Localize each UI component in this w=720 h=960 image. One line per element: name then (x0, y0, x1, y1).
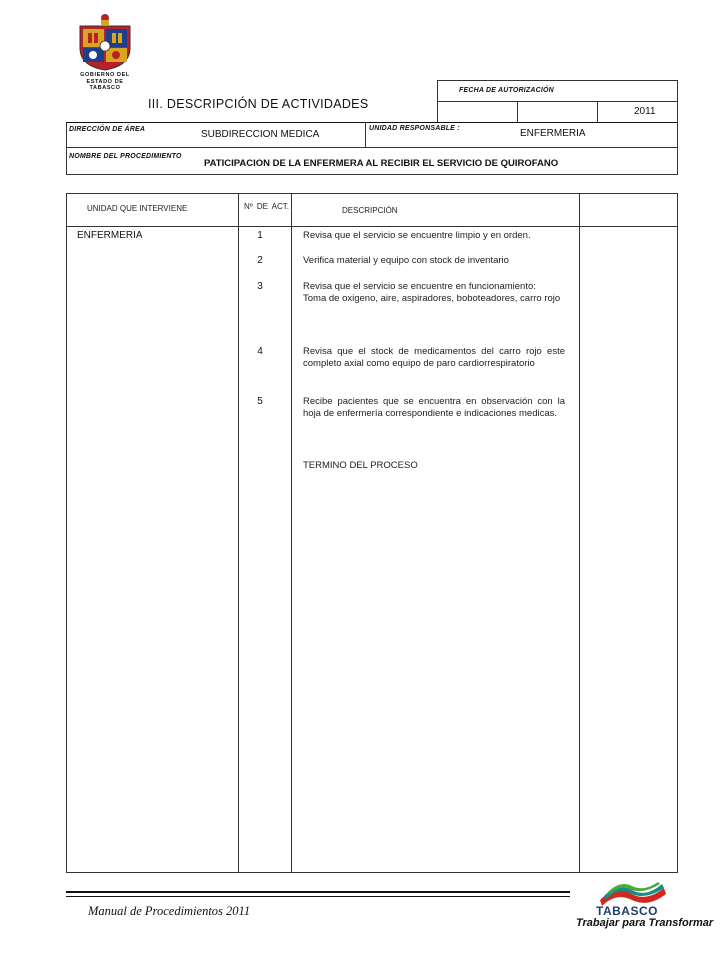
emblem-caption-2: ESTADO DE (86, 78, 124, 85)
unidad-label: UNIDAD RESPONSABLE : (369, 125, 460, 132)
col-unidad-header: UNIDAD QUE INTERVIENE (87, 204, 188, 213)
act-desc-1: Revisa que el servicio se encuentre limpio y en orden. (303, 230, 531, 241)
act-desc-4: Revisa que el stock de medicamentos del carro rojo este completo axial como equipo de paro cardiorrespiratorio (303, 346, 565, 369)
fecha-values-box (437, 101, 678, 123)
tabasco-logo-word: TABASCO (596, 904, 658, 918)
section-title: III. DESCRIPCIÓN DE ACTIVIDADES (148, 97, 369, 111)
col-num-header: Nº DE ACT. (244, 202, 289, 211)
footer-rule-thin (66, 896, 570, 897)
direccion-label: DIRECCIÓN DE ÁREA (69, 126, 146, 133)
act-num-5: 5 (257, 396, 263, 407)
tabasco-logo (576, 880, 714, 940)
tabasco-slogan: Trabajar para Transformar (576, 917, 714, 929)
footer-rule (66, 891, 570, 893)
procedimiento-value: PATICIPACION DE LA ENFERMERA AL RECIBIR EL SERVICIO DE QUIROFANO (204, 158, 559, 169)
direccion-box (66, 122, 678, 148)
procedimiento-label: NOMBRE DEL PROCEDIMIENTO (69, 153, 182, 160)
closing-text: TERMINO DEL PROCESO (303, 460, 418, 471)
col-desc-header: DESCRIPCIÓN (342, 206, 398, 215)
act-desc-3: Revisa que el servicio se encuentre en funcionamiento: Toma de oxigeno, aire, aspiradores, boboteadores, carro rojo (303, 281, 561, 304)
act-num-4: 4 (257, 346, 263, 357)
emblem-caption-1: GOBIERNO DEL (80, 72, 130, 78)
act-desc-5: Recibe pacientes que se encuentra en observación con la hoja de enfermería correspondiente e indicaciones medicas. (303, 396, 565, 419)
emblem-caption-3: TABASCO (89, 85, 121, 91)
state-emblem (74, 12, 136, 92)
direccion-value: SUBDIRECCION MEDICA (201, 129, 320, 140)
unidad-cell: ENFERMERIA (77, 230, 143, 241)
procedimiento-box (66, 147, 678, 175)
act-num-2: 2 (257, 255, 263, 266)
act-num-3: 3 (257, 281, 263, 292)
fecha-label: FECHA DE AUTORIZACIÓN (459, 87, 554, 94)
act-num-1: 1 (257, 230, 263, 241)
act-desc-2: Verifica material y equipo con stock de inventario (303, 255, 509, 266)
activities-table (66, 193, 678, 873)
unidad-value: ENFERMERIA (520, 128, 586, 139)
fecha-year: 2011 (634, 106, 656, 117)
fecha-label-box (437, 80, 678, 102)
coat-of-arms-icon (74, 12, 136, 72)
manual-caption: Manual de Procedimientos 2011 (88, 904, 251, 918)
